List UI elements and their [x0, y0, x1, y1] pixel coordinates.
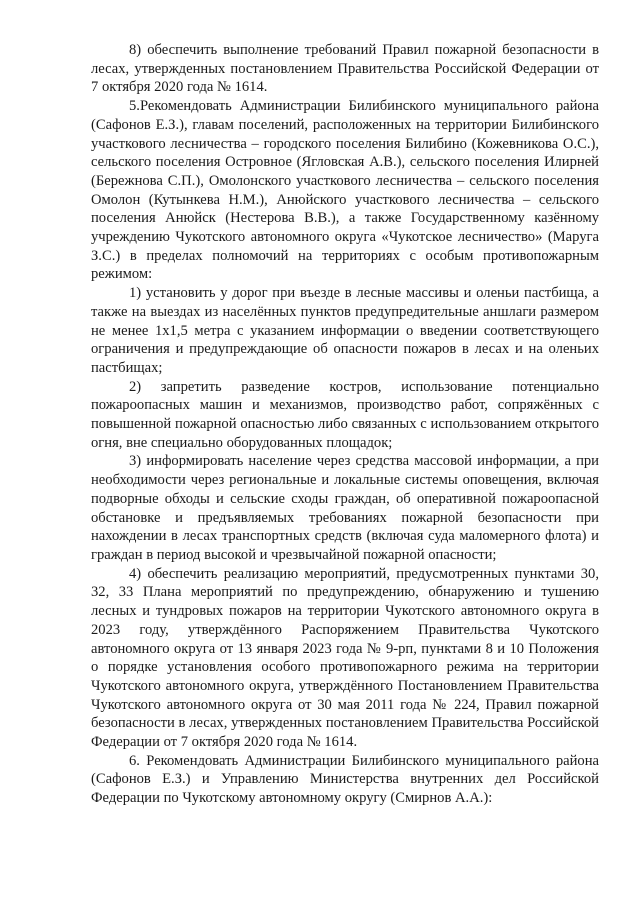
paragraph-item-8: 8) обеспечить выполнение требований Правил пожарной безопасности в лесах, утвержденных постановлением Правительства Российской Федерации от 7 октября 2020 года № 1614. — [91, 42, 599, 96]
document-body — [91, 41, 599, 808]
paragraph-subitem-2: 2) запретить разведение костров, использование потенциально пожароопасных машин и механизмов, производство работ, сопряжённых с повышенной пожарной опасностью либо связанных с использованием открытого огня, вне специально оборудованных площадок; — [91, 378, 599, 451]
paragraph-subitem-3: 3) информировать население через средства массовой информации, а при необходимости через региональные и локальные системы оповещения, включая подворные обходы и сельские сходы граждан, об оперативной пожароопасной обстановке и предъявляемых требованиях пожарной безопасности при нахождении в лесах транспортных средств (включая суда маломерного флота) и граждан в период высокой и чрезвычайной пожарной опасности; — [91, 453, 599, 563]
paragraph-subitem-4: 4) обеспечить реализацию мероприятий, предусмотренных пунктами 30, 32, 33 Плана мероприятий по предупреждению, обнаружению и тушению лесных и тундровых пожаров на территории Чукотского автономного округа в 2023 году, утверждённого Распоряжением Правительства Чукотского автономного округа от 13 января 2023 года № 9-рп, пунктами 8 и 10 Положения о порядке установления особого противопожарного режима на территории Чукотского автономного округа, утверждённого Постановлением Правительства Чукотского автономного округа от 30 мая 2011 года № 224, Правил пожарной безопасности в лесах, утвержденных постановлением Правительства Российской Федерации от 7 октября 2020 года № 1614. — [91, 565, 599, 751]
paragraph-section-5: 5.Рекомендовать Администрации Билибинского муниципального района (Сафонов Е.З.), главам поселений, расположенных на территории Билибинского участкового лесничества – городского поселения Билибино (Кожевникова О.С.), сельского поселения Островное (Ягловская А.В.), сельского поселения Илирней (Бережнова С.П.), Омолонского участкового лесничества – сельского поселения Омолон (Кутынкева Н.М.), Анюйского участкового лесничества – сельского поселения Анюйск (Нестерова В.В.), а также Государственному казённому учреждению Чукотского автономного округа «Чукотское лесничество» (Маруга З.С.) в пределах полномочий на территориях с особым противопожарным режимом: — [91, 98, 599, 283]
paragraph-subitem-1: 1) установить у дорог при въезде в лесные массивы и оленьи пастбища, а также на выездах из населённых пунктов предупредительные аншлаги размером не менее 1х1,5 метра с указанием информации о введении соответствующего ограничения и предупреждающие об опасности пожаров в лесах и на оленьих пастбищах; — [91, 285, 599, 376]
paragraph-section-6: 6. Рекомендовать Администрации Билибинского муниципального района (Сафонов Е.З.) и Управлению Министерства внутренних дел Российской Федерации по Чукотскому автономному округу (Смирнов А.А.): — [91, 752, 599, 807]
